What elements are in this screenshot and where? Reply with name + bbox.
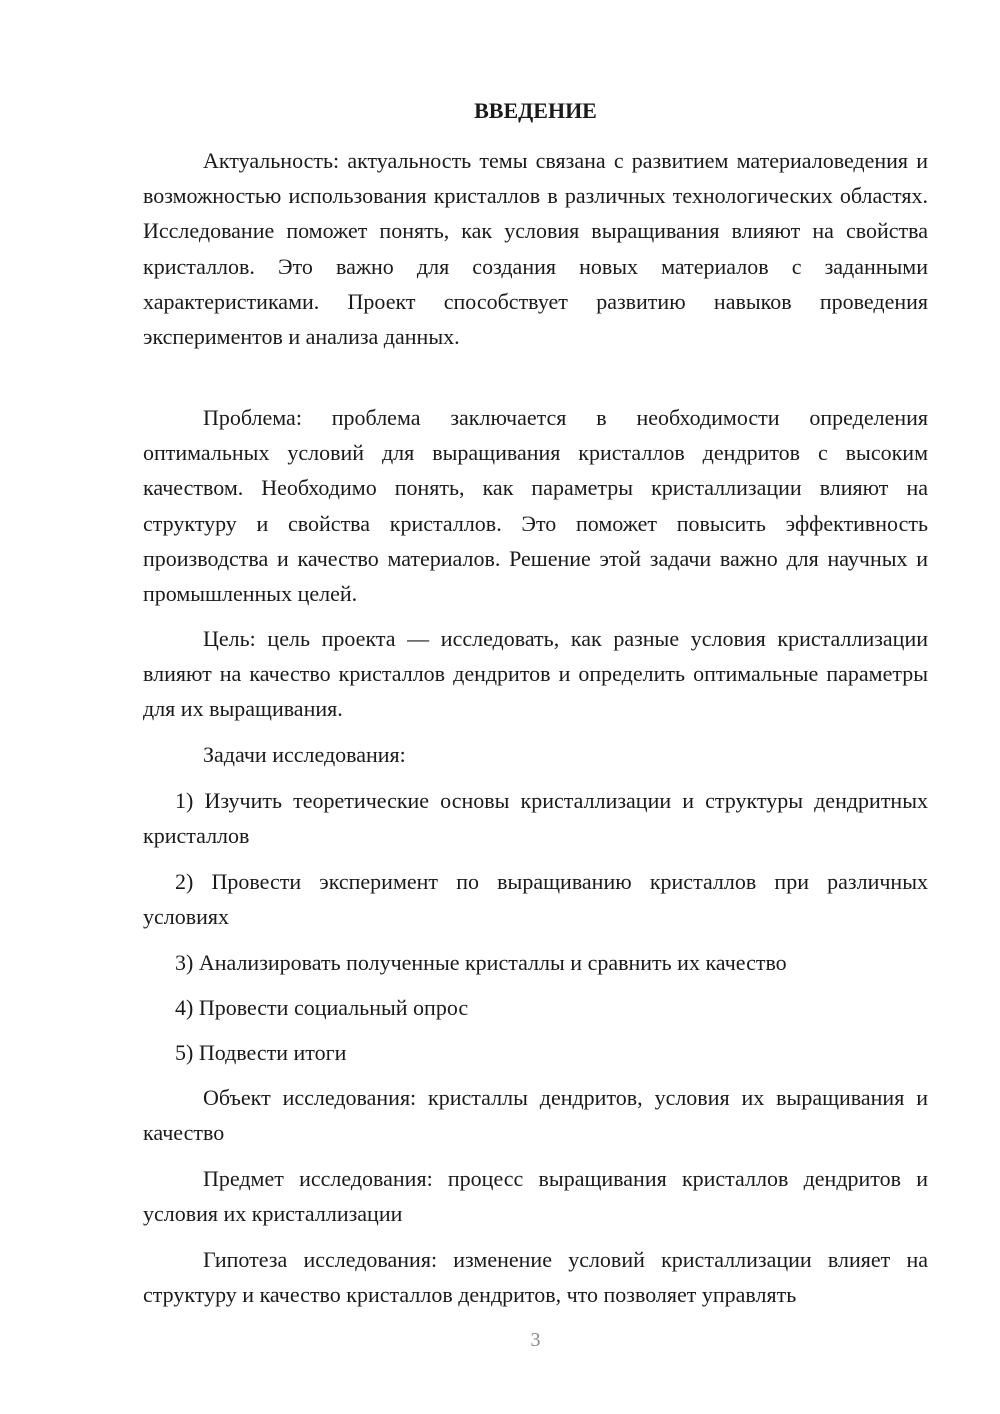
paragraph-subject: Предмет исследования: процесс выращивания кристаллов дендритов и условия их кристаллизации (143, 1166, 928, 1227)
task-item-4: 4) Провести социальный опрос (175, 995, 469, 1020)
paragraph-goal: Цель: цель проекта — исследовать, как разные условия кристаллизации влияют на качество кристаллов дендритов и определить оптимальные параметры для их выращивания. (143, 626, 928, 722)
task-item-2: 2) Провести эксперимент по выращиванию кристаллов при различных условиях (143, 869, 928, 930)
task-item-3: 3) Анализировать полученные кристаллы и сравнить их качество (175, 950, 787, 975)
page-number: 3 (530, 1329, 541, 1351)
paragraph-hypothesis: Гипотеза исследования: изменение условий кристаллизации влияет на структуру и качество кристаллов дендритов, что позволяет управлять (143, 1247, 928, 1308)
tasks-heading: Задачи исследования: (203, 742, 406, 767)
task-item-1: 1) Изучить теоретические основы кристаллизации и структуры дендритных кристаллов (143, 788, 928, 849)
task-item-5: 5) Подвести итоги (175, 1040, 347, 1065)
paragraph-relevance: Актуальность: актуальность темы связана с развитием материаловедения и возможностью использования кристаллов в различных технологических областях. Исследование поможет понять, как условия выращивания влияют на свойства кристаллов. Это важно для создания новых материалов с заданными характеристиками. Проект способствует развитию навыков проведения экспериментов и анализа данных. (143, 148, 928, 350)
paragraph-object: Объект исследования: кристаллы дендритов, условия их выращивания и качество (143, 1085, 928, 1146)
page-title: ВВЕДЕНИЕ (474, 98, 597, 123)
paragraph-problem: Проблема: проблема заключается в необходимости определения оптимальных условий для выращивания кристаллов дендритов с высоким качеством. Необходимо понять, как параметры кристаллизации влияют на структуру и свойства кристаллов. Это поможет повысить эффективность производства и качество материалов. Решение этой задачи важно для научных и промышленных целей. (143, 405, 928, 607)
